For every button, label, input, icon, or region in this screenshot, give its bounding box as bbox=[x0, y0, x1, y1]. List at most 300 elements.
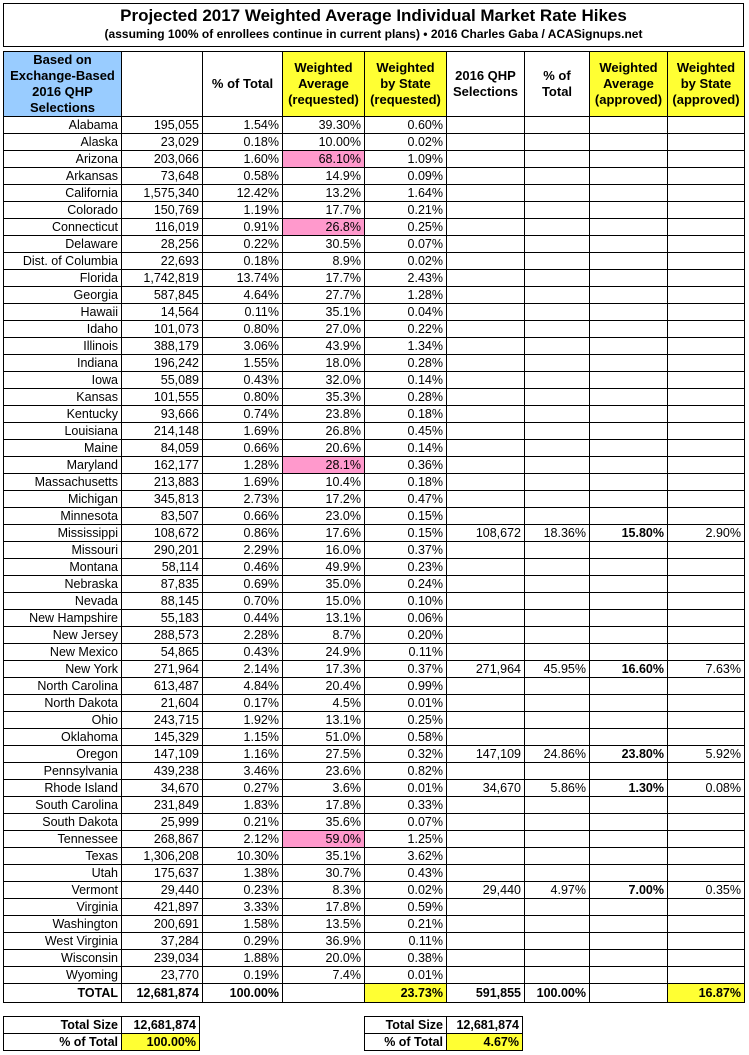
total-weighted-state-approved: 16.87% bbox=[668, 984, 745, 1003]
selections-cell: 196,242 bbox=[122, 355, 203, 372]
qhp-selections-cell bbox=[447, 338, 525, 355]
selections-cell: 175,637 bbox=[122, 865, 203, 882]
qhp-selections-cell bbox=[447, 559, 525, 576]
qhp-selections-cell bbox=[447, 627, 525, 644]
weighted-avg-approved-cell bbox=[590, 695, 668, 712]
table-row bbox=[4, 950, 745, 967]
weighted-state-requested-cell: 0.14% bbox=[365, 440, 447, 457]
weighted-state-requested-cell: 0.28% bbox=[365, 389, 447, 406]
weighted-state-approved-cell bbox=[668, 610, 745, 627]
qhp-selections-cell bbox=[447, 695, 525, 712]
table-row bbox=[4, 321, 745, 338]
selections-cell: 21,604 bbox=[122, 695, 203, 712]
state-cell: Tennessee bbox=[4, 831, 122, 848]
qhp-selections-cell bbox=[447, 321, 525, 338]
weighted-avg-approved-cell bbox=[590, 321, 668, 338]
pct-total-2-cell bbox=[525, 253, 590, 270]
selections-cell: 101,073 bbox=[122, 321, 203, 338]
weighted-avg-requested-cell: 35.3% bbox=[283, 389, 365, 406]
total-label: TOTAL bbox=[4, 984, 122, 1003]
weighted-avg-approved-cell bbox=[590, 967, 668, 984]
state-cell: North Dakota bbox=[4, 695, 122, 712]
pct-total-2-cell bbox=[525, 338, 590, 355]
weighted-state-requested-cell: 0.22% bbox=[365, 321, 447, 338]
table-row bbox=[4, 576, 745, 593]
state-cell: Iowa bbox=[4, 372, 122, 389]
weighted-state-requested-cell: 0.10% bbox=[365, 593, 447, 610]
table-row bbox=[4, 185, 745, 202]
weighted-avg-approved-cell: 16.60% bbox=[590, 661, 668, 678]
weighted-state-requested-cell: 0.38% bbox=[365, 950, 447, 967]
selections-cell: 54,865 bbox=[122, 644, 203, 661]
state-cell: Oregon bbox=[4, 746, 122, 763]
pct-total-2-cell bbox=[525, 185, 590, 202]
state-cell: Wyoming bbox=[4, 967, 122, 984]
weighted-state-approved-cell bbox=[668, 678, 745, 695]
pct-total-2-cell bbox=[525, 763, 590, 780]
weighted-avg-requested-cell: 3.6% bbox=[283, 780, 365, 797]
pct-total-2-cell bbox=[525, 695, 590, 712]
weighted-avg-approved-cell: 1.30% bbox=[590, 780, 668, 797]
weighted-state-approved-cell bbox=[668, 559, 745, 576]
pct-total-cell: 0.43% bbox=[203, 372, 283, 389]
weighted-state-approved-cell: 0.08% bbox=[668, 780, 745, 797]
qhp-selections-cell bbox=[447, 287, 525, 304]
state-cell: Pennsylvania bbox=[4, 763, 122, 780]
total-selections: 12,681,874 bbox=[122, 984, 203, 1003]
pct-total-cell: 1.38% bbox=[203, 865, 283, 882]
selections-cell: 613,487 bbox=[122, 678, 203, 695]
pct-total-2-cell bbox=[525, 712, 590, 729]
weighted-avg-requested-cell: 20.4% bbox=[283, 678, 365, 695]
weighted-avg-requested-cell: 13.1% bbox=[283, 712, 365, 729]
weighted-avg-requested-cell: 17.7% bbox=[283, 270, 365, 287]
weighted-state-approved-cell bbox=[668, 814, 745, 831]
state-cell: Kansas bbox=[4, 389, 122, 406]
weighted-state-approved-cell bbox=[668, 916, 745, 933]
weighted-state-requested-cell: 3.62% bbox=[365, 848, 447, 865]
weighted-state-requested-cell: 0.82% bbox=[365, 763, 447, 780]
state-cell: Kentucky bbox=[4, 406, 122, 423]
weighted-avg-requested-cell: 4.5% bbox=[283, 695, 365, 712]
qhp-selections-cell bbox=[447, 270, 525, 287]
selections-cell: 88,145 bbox=[122, 593, 203, 610]
pct-total-cell: 1.69% bbox=[203, 474, 283, 491]
state-cell: Montana bbox=[4, 559, 122, 576]
state-cell: South Carolina bbox=[4, 797, 122, 814]
weighted-state-approved-cell bbox=[668, 185, 745, 202]
state-cell: Georgia bbox=[4, 287, 122, 304]
pct-total-2-cell bbox=[525, 559, 590, 576]
pct-total-cell: 0.17% bbox=[203, 695, 283, 712]
weighted-state-approved-cell bbox=[668, 542, 745, 559]
selections-cell: 29,440 bbox=[122, 882, 203, 899]
qhp-selections-cell: 147,109 bbox=[447, 746, 525, 763]
weighted-avg-requested-cell: 28.1% bbox=[283, 457, 365, 474]
qhp-selections-cell bbox=[447, 814, 525, 831]
header-pct-total-2: % of Total bbox=[525, 52, 590, 117]
state-cell: Alaska bbox=[4, 134, 122, 151]
pct-total-2-cell bbox=[525, 542, 590, 559]
weighted-avg-approved-cell bbox=[590, 474, 668, 491]
pct-total-2-cell bbox=[525, 899, 590, 916]
state-cell: Nevada bbox=[4, 593, 122, 610]
table-row bbox=[4, 916, 745, 933]
summary-left-size-value: 12,681,874 bbox=[122, 1017, 200, 1034]
pct-total-cell: 0.74% bbox=[203, 406, 283, 423]
weighted-avg-approved-cell bbox=[590, 219, 668, 236]
state-cell: Maryland bbox=[4, 457, 122, 474]
weighted-avg-approved-cell bbox=[590, 508, 668, 525]
selections-cell: 214,148 bbox=[122, 423, 203, 440]
weighted-avg-approved-cell: 15.80% bbox=[590, 525, 668, 542]
weighted-state-requested-cell: 1.34% bbox=[365, 338, 447, 355]
selections-cell: 145,329 bbox=[122, 729, 203, 746]
pct-total-2-cell bbox=[525, 168, 590, 185]
weighted-avg-requested-cell: 68.10% bbox=[283, 151, 365, 168]
header-weighted-avg-approved: Weighted Average (approved) bbox=[590, 52, 668, 117]
selections-cell: 162,177 bbox=[122, 457, 203, 474]
pct-total-cell: 0.29% bbox=[203, 933, 283, 950]
weighted-state-approved-cell bbox=[668, 457, 745, 474]
selections-cell: 195,055 bbox=[122, 117, 203, 134]
weighted-avg-approved-cell bbox=[590, 712, 668, 729]
total-weighted-state: 23.73% bbox=[365, 984, 447, 1003]
weighted-state-requested-cell: 0.37% bbox=[365, 542, 447, 559]
weighted-avg-requested-cell: 35.0% bbox=[283, 576, 365, 593]
weighted-avg-requested-cell: 35.1% bbox=[283, 848, 365, 865]
table-row bbox=[4, 236, 745, 253]
qhp-selections-cell: 271,964 bbox=[447, 661, 525, 678]
weighted-avg-approved-cell bbox=[590, 151, 668, 168]
selections-cell: 28,256 bbox=[122, 236, 203, 253]
table-row bbox=[4, 780, 745, 797]
table-row bbox=[4, 151, 745, 168]
table-row bbox=[4, 746, 745, 763]
header-qhp-selections: 2016 QHP Selections bbox=[447, 52, 525, 117]
state-cell: Texas bbox=[4, 848, 122, 865]
qhp-selections-cell bbox=[447, 950, 525, 967]
weighted-state-approved-cell: 0.35% bbox=[668, 882, 745, 899]
qhp-selections-cell: 108,672 bbox=[447, 525, 525, 542]
pct-total-cell: 0.86% bbox=[203, 525, 283, 542]
weighted-avg-requested-cell: 59.0% bbox=[283, 831, 365, 848]
weighted-state-requested-cell: 0.06% bbox=[365, 610, 447, 627]
weighted-state-approved-cell bbox=[668, 797, 745, 814]
weighted-avg-approved-cell bbox=[590, 202, 668, 219]
pct-total-cell: 1.55% bbox=[203, 355, 283, 372]
pct-total-2-cell bbox=[525, 304, 590, 321]
state-cell: West Virginia bbox=[4, 933, 122, 950]
rate-hike-table bbox=[3, 51, 745, 1003]
pct-total-cell: 2.28% bbox=[203, 627, 283, 644]
pct-total-cell: 0.22% bbox=[203, 236, 283, 253]
weighted-avg-approved-cell bbox=[590, 542, 668, 559]
pct-total-cell: 1.88% bbox=[203, 950, 283, 967]
weighted-state-approved-cell bbox=[668, 729, 745, 746]
pct-total-2-cell bbox=[525, 236, 590, 253]
weighted-avg-requested-cell: 17.3% bbox=[283, 661, 365, 678]
state-cell: Illinois bbox=[4, 338, 122, 355]
pct-total-cell: 3.06% bbox=[203, 338, 283, 355]
pct-total-2-cell bbox=[525, 644, 590, 661]
pct-total-2-cell: 5.86% bbox=[525, 780, 590, 797]
weighted-avg-requested-cell: 8.7% bbox=[283, 627, 365, 644]
selections-cell: 150,769 bbox=[122, 202, 203, 219]
state-cell: Nebraska bbox=[4, 576, 122, 593]
weighted-avg-approved-cell bbox=[590, 304, 668, 321]
weighted-state-requested-cell: 0.11% bbox=[365, 644, 447, 661]
summary-left-size-label: Total Size bbox=[4, 1017, 122, 1034]
weighted-state-requested-cell: 1.28% bbox=[365, 287, 447, 304]
state-cell: Minnesota bbox=[4, 508, 122, 525]
weighted-state-approved-cell bbox=[668, 933, 745, 950]
pct-total-cell: 0.58% bbox=[203, 168, 283, 185]
qhp-selections-cell bbox=[447, 899, 525, 916]
pct-total-2-cell bbox=[525, 474, 590, 491]
pct-total-cell: 2.12% bbox=[203, 831, 283, 848]
pct-total-2-cell bbox=[525, 678, 590, 695]
state-cell: Missouri bbox=[4, 542, 122, 559]
pct-total-2-cell bbox=[525, 355, 590, 372]
qhp-selections-cell bbox=[447, 593, 525, 610]
weighted-state-approved-cell bbox=[668, 321, 745, 338]
selections-cell: 1,306,208 bbox=[122, 848, 203, 865]
selections-cell: 213,883 bbox=[122, 474, 203, 491]
table-row bbox=[4, 678, 745, 695]
qhp-selections-cell bbox=[447, 491, 525, 508]
weighted-state-approved-cell bbox=[668, 270, 745, 287]
selections-cell: 101,555 bbox=[122, 389, 203, 406]
state-cell: Louisiana bbox=[4, 423, 122, 440]
state-cell: Colorado bbox=[4, 202, 122, 219]
weighted-avg-requested-cell: 27.7% bbox=[283, 287, 365, 304]
qhp-selections-cell bbox=[447, 151, 525, 168]
table-row bbox=[4, 287, 745, 304]
qhp-selections-cell bbox=[447, 933, 525, 950]
selections-cell: 1,742,819 bbox=[122, 270, 203, 287]
table-row bbox=[4, 219, 745, 236]
pct-total-cell: 0.18% bbox=[203, 253, 283, 270]
table-row bbox=[4, 797, 745, 814]
pct-total-2-cell bbox=[525, 865, 590, 882]
table-row bbox=[4, 168, 745, 185]
summary-left-pct-label: % of Total bbox=[4, 1034, 122, 1051]
weighted-state-requested-cell: 0.01% bbox=[365, 695, 447, 712]
weighted-avg-approved-cell bbox=[590, 440, 668, 457]
selections-cell: 345,813 bbox=[122, 491, 203, 508]
weighted-state-approved-cell bbox=[668, 338, 745, 355]
pct-total-cell: 2.29% bbox=[203, 542, 283, 559]
weighted-avg-approved-cell: 23.80% bbox=[590, 746, 668, 763]
selections-cell: 37,284 bbox=[122, 933, 203, 950]
selections-cell: 84,059 bbox=[122, 440, 203, 457]
selections-cell: 22,693 bbox=[122, 253, 203, 270]
weighted-avg-requested-cell: 24.9% bbox=[283, 644, 365, 661]
qhp-selections-cell bbox=[447, 219, 525, 236]
weighted-state-requested-cell: 0.18% bbox=[365, 406, 447, 423]
weighted-avg-requested-cell: 23.0% bbox=[283, 508, 365, 525]
pct-total-cell: 0.27% bbox=[203, 780, 283, 797]
pct-total-2-cell: 24.86% bbox=[525, 746, 590, 763]
weighted-avg-requested-cell: 43.9% bbox=[283, 338, 365, 355]
weighted-state-approved-cell bbox=[668, 389, 745, 406]
table-row bbox=[4, 355, 745, 372]
qhp-selections-cell bbox=[447, 916, 525, 933]
table-row bbox=[4, 134, 745, 151]
weighted-state-requested-cell: 0.15% bbox=[365, 508, 447, 525]
weighted-avg-approved-cell bbox=[590, 644, 668, 661]
weighted-state-approved-cell bbox=[668, 168, 745, 185]
total-qhp: 591,855 bbox=[447, 984, 525, 1003]
weighted-avg-approved-cell bbox=[590, 253, 668, 270]
pct-total-cell: 0.43% bbox=[203, 644, 283, 661]
selections-cell: 388,179 bbox=[122, 338, 203, 355]
selections-cell: 14,564 bbox=[122, 304, 203, 321]
weighted-avg-approved-cell bbox=[590, 389, 668, 406]
pct-total-cell: 1.92% bbox=[203, 712, 283, 729]
pct-total-cell: 0.66% bbox=[203, 508, 283, 525]
pct-total-cell: 0.66% bbox=[203, 440, 283, 457]
weighted-avg-approved-cell bbox=[590, 559, 668, 576]
selections-cell: 231,849 bbox=[122, 797, 203, 814]
pct-total-2-cell bbox=[525, 457, 590, 474]
qhp-selections-cell bbox=[447, 389, 525, 406]
weighted-avg-requested-cell: 16.0% bbox=[283, 542, 365, 559]
weighted-state-requested-cell: 1.09% bbox=[365, 151, 447, 168]
table-row bbox=[4, 661, 745, 678]
weighted-state-requested-cell: 0.21% bbox=[365, 202, 447, 219]
weighted-avg-requested-cell: 10.00% bbox=[283, 134, 365, 151]
state-cell: New York bbox=[4, 661, 122, 678]
selections-cell: 55,183 bbox=[122, 610, 203, 627]
weighted-avg-approved-cell bbox=[590, 729, 668, 746]
table-row bbox=[4, 491, 745, 508]
qhp-selections-cell bbox=[447, 644, 525, 661]
selections-cell: 58,114 bbox=[122, 559, 203, 576]
selections-cell: 243,715 bbox=[122, 712, 203, 729]
weighted-state-requested-cell: 0.25% bbox=[365, 712, 447, 729]
weighted-avg-requested-cell: 8.3% bbox=[283, 882, 365, 899]
weighted-avg-requested-cell: 18.0% bbox=[283, 355, 365, 372]
pct-total-2-cell bbox=[525, 389, 590, 406]
table-row bbox=[4, 423, 745, 440]
weighted-avg-approved-cell bbox=[590, 270, 668, 287]
pct-total-cell: 0.70% bbox=[203, 593, 283, 610]
pct-total-cell: 2.73% bbox=[203, 491, 283, 508]
pct-total-2-cell bbox=[525, 406, 590, 423]
weighted-avg-requested-cell: 14.9% bbox=[283, 168, 365, 185]
weighted-state-approved-cell bbox=[668, 508, 745, 525]
weighted-avg-requested-cell: 30.5% bbox=[283, 236, 365, 253]
qhp-selections-cell bbox=[447, 134, 525, 151]
qhp-selections-cell bbox=[447, 729, 525, 746]
weighted-state-requested-cell: 0.18% bbox=[365, 474, 447, 491]
weighted-state-requested-cell: 1.64% bbox=[365, 185, 447, 202]
total-weighted-avg bbox=[283, 984, 365, 1003]
weighted-state-requested-cell: 1.25% bbox=[365, 831, 447, 848]
table-row bbox=[4, 899, 745, 916]
weighted-state-approved-cell bbox=[668, 644, 745, 661]
table-row bbox=[4, 814, 745, 831]
pct-total-cell: 13.74% bbox=[203, 270, 283, 287]
state-cell: Washington bbox=[4, 916, 122, 933]
weighted-state-approved-cell bbox=[668, 423, 745, 440]
weighted-avg-approved-cell bbox=[590, 576, 668, 593]
summary-left-size-row bbox=[4, 1017, 200, 1034]
weighted-state-requested-cell: 0.04% bbox=[365, 304, 447, 321]
weighted-state-requested-cell: 0.99% bbox=[365, 678, 447, 695]
sheet-title-box bbox=[3, 3, 744, 47]
pct-total-cell: 1.16% bbox=[203, 746, 283, 763]
pct-total-2-cell bbox=[525, 848, 590, 865]
pct-total-2-cell bbox=[525, 797, 590, 814]
state-cell: Mississippi bbox=[4, 525, 122, 542]
pct-total-2-cell: 18.36% bbox=[525, 525, 590, 542]
pct-total-cell: 0.19% bbox=[203, 967, 283, 984]
weighted-state-approved-cell bbox=[668, 695, 745, 712]
state-cell: New Jersey bbox=[4, 627, 122, 644]
state-cell: Virginia bbox=[4, 899, 122, 916]
weighted-avg-requested-cell: 39.30% bbox=[283, 117, 365, 134]
state-cell: Hawaii bbox=[4, 304, 122, 321]
selections-cell: 83,507 bbox=[122, 508, 203, 525]
pct-total-cell: 1.19% bbox=[203, 202, 283, 219]
selections-cell: 23,029 bbox=[122, 134, 203, 151]
weighted-state-approved-cell bbox=[668, 865, 745, 882]
table-row bbox=[4, 542, 745, 559]
selections-cell: 239,034 bbox=[122, 950, 203, 967]
pct-total-cell: 0.44% bbox=[203, 610, 283, 627]
pct-total-2-cell: 45.95% bbox=[525, 661, 590, 678]
weighted-state-approved-cell bbox=[668, 848, 745, 865]
summary-right-pct-label: % of Total bbox=[365, 1034, 447, 1051]
weighted-state-approved-cell bbox=[668, 950, 745, 967]
weighted-state-requested-cell: 0.28% bbox=[365, 355, 447, 372]
header-weighted-state-approved: Weighted by State (approved) bbox=[668, 52, 745, 117]
weighted-avg-requested-cell: 13.2% bbox=[283, 185, 365, 202]
state-cell: Rhode Island bbox=[4, 780, 122, 797]
state-cell: Arkansas bbox=[4, 168, 122, 185]
pct-total-2-cell bbox=[525, 321, 590, 338]
weighted-state-requested-cell: 0.23% bbox=[365, 559, 447, 576]
pct-total-cell: 4.84% bbox=[203, 678, 283, 695]
pct-total-2-cell bbox=[525, 270, 590, 287]
weighted-avg-requested-cell: 26.8% bbox=[283, 219, 365, 236]
summary-right-size-label: Total Size bbox=[365, 1017, 447, 1034]
state-cell: Arizona bbox=[4, 151, 122, 168]
table-row bbox=[4, 372, 745, 389]
weighted-state-requested-cell: 0.25% bbox=[365, 219, 447, 236]
summary-right-size-value: 12,681,874 bbox=[447, 1017, 523, 1034]
pct-total-cell: 3.33% bbox=[203, 899, 283, 916]
table-row bbox=[4, 457, 745, 474]
state-cell: Dist. of Columbia bbox=[4, 253, 122, 270]
header-weighted-avg-requested: Weighted Average (requested) bbox=[283, 52, 365, 117]
selections-cell: 73,648 bbox=[122, 168, 203, 185]
weighted-state-approved-cell bbox=[668, 576, 745, 593]
state-cell: Florida bbox=[4, 270, 122, 287]
weighted-state-requested-cell: 0.37% bbox=[365, 661, 447, 678]
weighted-state-requested-cell: 0.43% bbox=[365, 865, 447, 882]
pct-total-2-cell bbox=[525, 831, 590, 848]
header-pct-total: % of Total bbox=[203, 52, 283, 117]
weighted-state-approved-cell: 7.63% bbox=[668, 661, 745, 678]
table-row bbox=[4, 848, 745, 865]
state-cell: Connecticut bbox=[4, 219, 122, 236]
table-row bbox=[4, 559, 745, 576]
pct-total-cell: 1.83% bbox=[203, 797, 283, 814]
